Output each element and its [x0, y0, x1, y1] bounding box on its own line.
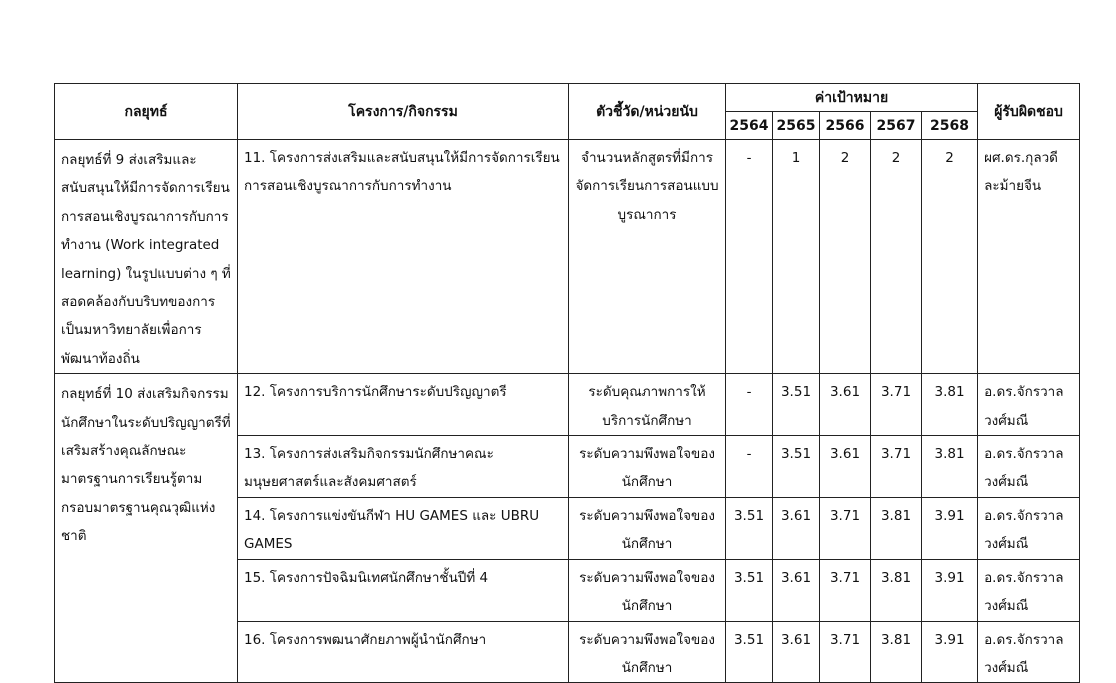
target-cell: 3.71 — [871, 374, 922, 436]
responsible-cell: อ.ดร.จักรวาล วงศ์มณี — [978, 374, 1080, 436]
target-cell: 3.81 — [871, 621, 922, 683]
responsible-cell: อ.ดร.จักรวาล วงศ์มณี — [978, 621, 1080, 683]
target-cell: 3.91 — [922, 497, 978, 559]
target-cell: 3.51 — [726, 559, 773, 621]
target-cell: 3.51 — [726, 621, 773, 683]
project-cell: 16. โครงการพฒนาศักยภาพผู้นำนักศึกษา — [238, 621, 569, 683]
header-year: 2565 — [773, 112, 820, 140]
target-cell: - — [726, 374, 773, 436]
target-cell: 3.71 — [820, 621, 871, 683]
project-cell: 14. โครงการแข่งขันกีฬา HU GAMES และ UBRU GAMES — [238, 497, 569, 559]
target-cell: 3.71 — [820, 559, 871, 621]
table-row — [55, 140, 1080, 374]
target-cell: 2 — [820, 140, 871, 374]
header-year: 2566 — [820, 112, 871, 140]
target-cell: 3.61 — [820, 374, 871, 436]
target-cell: 3.81 — [871, 559, 922, 621]
responsible-cell: อ.ดร.จักรวาล วงศ์มณี — [978, 436, 1080, 498]
responsible-cell: อ.ดร.จักรวาล วงศ์มณี — [978, 559, 1080, 621]
responsible-cell: ผศ.ดร.กุลวดี ละม้ายจีน — [978, 140, 1080, 374]
target-cell: 1 — [773, 140, 820, 374]
target-cell: 3.91 — [922, 621, 978, 683]
target-cell: 3.71 — [820, 497, 871, 559]
target-cell: 3.61 — [820, 436, 871, 498]
header-targets: ค่าเป้าหมาย — [726, 84, 978, 112]
target-cell: - — [726, 436, 773, 498]
strategy-plan-table — [54, 83, 1080, 683]
indicator-cell: จำนวนหลักสูตรที่มีการจัดการเรียนการสอนแบบบูรณาการ — [569, 140, 726, 374]
project-cell: 15. โครงการปัจฉิมนิเทศนักศึกษาชั้นปีที่ 4 — [238, 559, 569, 621]
indicator-cell: ระดับความพึงพอใจของนักศึกษา — [569, 621, 726, 683]
target-cell: 2 — [922, 140, 978, 374]
header-strategy: กลยุทธ์ — [55, 84, 238, 140]
header-year: 2564 — [726, 112, 773, 140]
header-year: 2567 — [871, 112, 922, 140]
project-cell: 12. โครงการบริการนักศึกษาระดับปริญญาตรี — [238, 374, 569, 436]
header-indicator: ตัวชี้วัด/หน่วยนับ — [569, 84, 726, 140]
target-cell: 3.61 — [773, 497, 820, 559]
header-project: โครงการ/กิจกรรม — [238, 84, 569, 140]
target-cell: 3.51 — [773, 436, 820, 498]
table-row — [55, 374, 1080, 436]
target-cell: 3.61 — [773, 621, 820, 683]
indicator-cell: ระดับความพึงพอใจของนักศึกษา — [569, 559, 726, 621]
project-cell: 13. โครงการส่งเสริมกิจกรรมนักศึกษาคณะมนุษยศาสตร์และสังคมศาสตร์ — [238, 436, 569, 498]
target-cell: - — [726, 140, 773, 374]
strategy-cell: กลยุทธ์ที่ 10 ส่งเสริมกิจกรรมนักศึกษาในระดับปริญญาตรีที่เสริมสร้างคุณลักษณะมาตรฐานการเรียนรู้ตามกรอบมาตรฐานคุณวุฒิแห่งชาติ — [55, 374, 238, 683]
target-cell: 3.51 — [726, 497, 773, 559]
target-cell: 3.81 — [922, 374, 978, 436]
indicator-cell: ระดับคุณภาพการให้บริการนักศึกษา — [569, 374, 726, 436]
indicator-cell: ระดับความพึงพอใจของนักศึกษา — [569, 436, 726, 498]
target-cell: 3.71 — [871, 436, 922, 498]
header-responsible: ผู้รับผิดชอบ — [978, 84, 1080, 140]
header-year: 2568 — [922, 112, 978, 140]
target-cell: 3.81 — [922, 436, 978, 498]
target-cell: 3.61 — [773, 559, 820, 621]
target-cell: 3.81 — [871, 497, 922, 559]
target-cell: 3.91 — [922, 559, 978, 621]
project-cell: 11. โครงการส่งเสริมและสนับสนุนให้มีการจัดการเรียนการสอนเชิงบูรณาการกับการทำงาน — [238, 140, 569, 374]
responsible-cell: อ.ดร.จักรวาล วงศ์มณี — [978, 497, 1080, 559]
target-cell: 3.51 — [773, 374, 820, 436]
indicator-cell: ระดับความพึงพอใจของนักศึกษา — [569, 497, 726, 559]
strategy-cell: กลยุทธ์ที่ 9 ส่งเสริมและสนับสนุนให้มีการจัดการเรียนการสอนเชิงบูรณาการกับการทำงาน (Work integrated learning) ในรูปแบบต่าง ๆ ที่สอดคล้องกับบริบทของการเป็นมหาวิทยาลัยเพื่อการพัฒนาท้องถิ่น — [55, 140, 238, 374]
target-cell: 2 — [871, 140, 922, 374]
